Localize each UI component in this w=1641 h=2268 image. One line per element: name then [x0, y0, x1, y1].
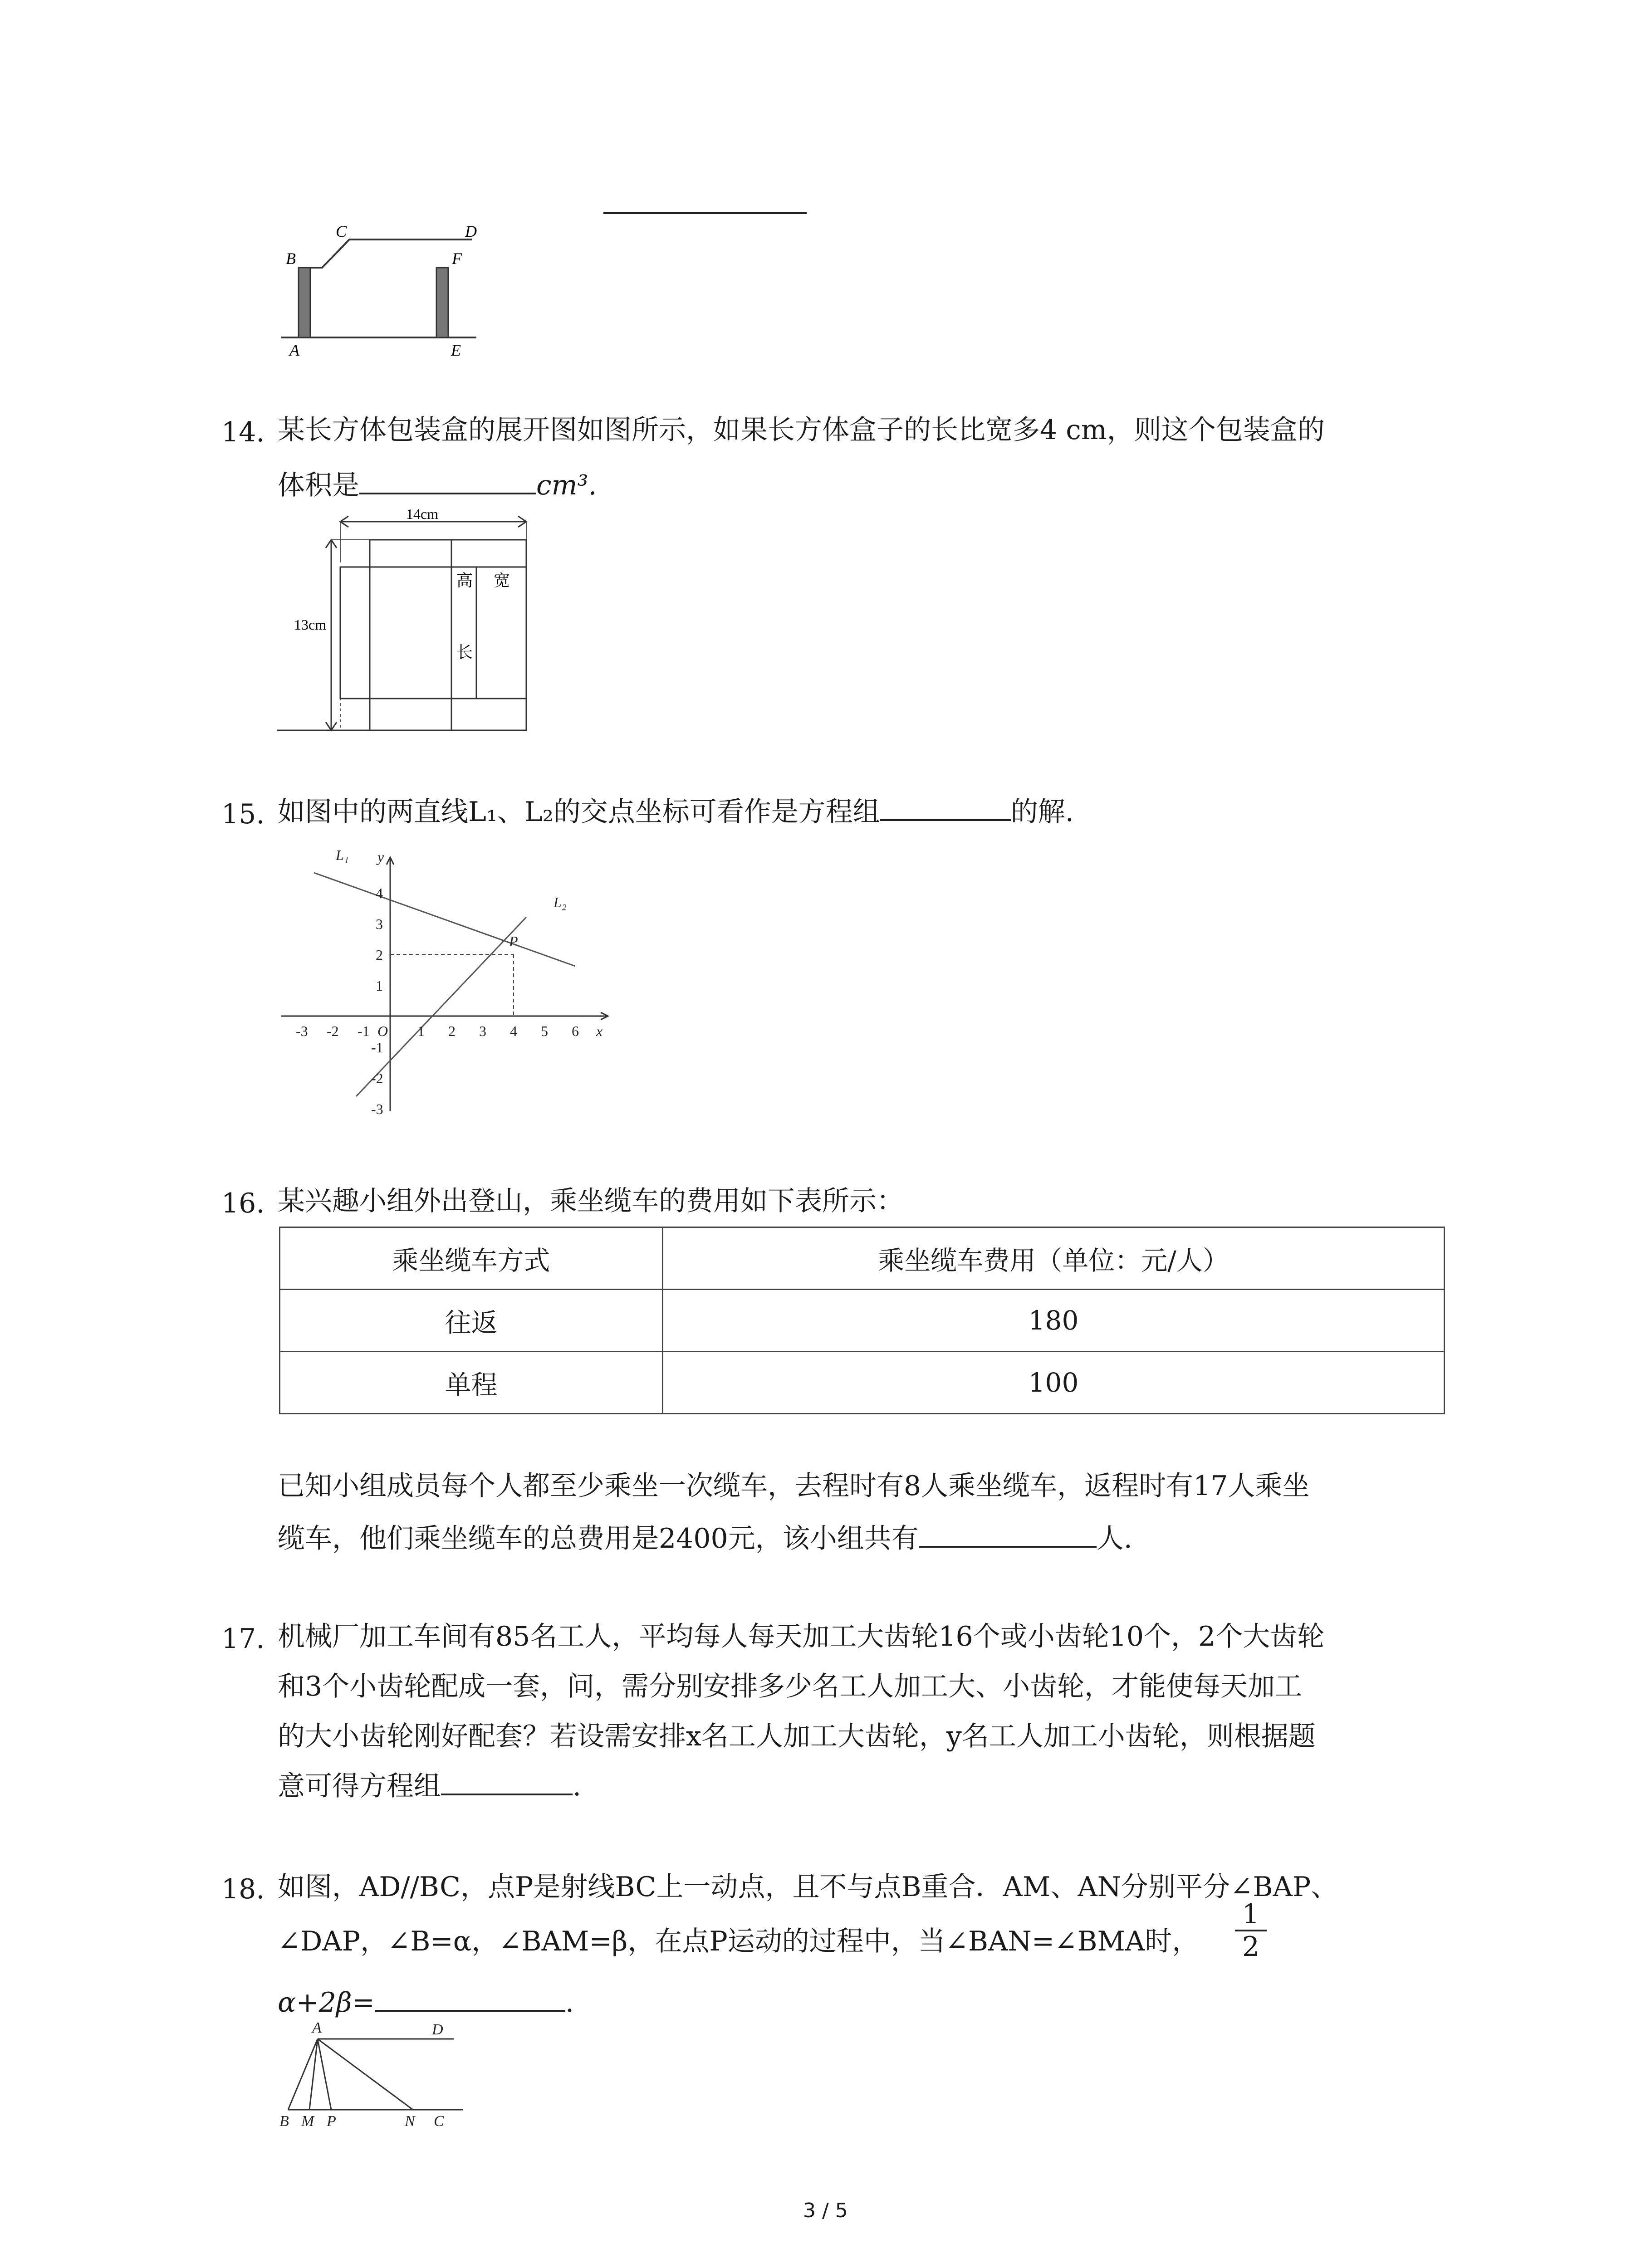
q16-para1: 已知小组成员每个人都至少乘坐一次缆车，去程时有8人乘坐缆车，返程时有17人乘坐: [278, 1470, 1310, 1502]
q13-figure: [272, 213, 508, 363]
q18-label-a: A: [312, 2019, 322, 2036]
q18-number: 18.: [221, 1873, 265, 1905]
q18-frac-denominator: 2: [1242, 1931, 1260, 1963]
q16-intro: 某兴趣小组外出登山，乘坐缆车的费用如下表所示：: [278, 1185, 904, 1217]
q15-y-label: y: [377, 849, 384, 865]
q18-label-d: D: [432, 2021, 443, 2038]
q18-line3-suffix: .: [565, 1987, 574, 2019]
q15-text-suffix: 的解.: [1010, 796, 1074, 828]
table-cell: 180: [663, 1290, 1445, 1352]
q18-label-c: C: [434, 2113, 444, 2130]
q15-point-label: P: [509, 933, 518, 949]
table-header-cell: 乘坐缆车费用（单位：元/人）: [663, 1227, 1445, 1290]
q15-line-l1: [314, 873, 575, 966]
q15-ytick-n3: -3: [371, 1101, 383, 1116]
q13-label-a: A: [289, 341, 299, 359]
q15-l2-label: L₂: [554, 894, 567, 910]
q17-line2: 和3个小齿轮配成一套，问，需分别安排多少名工人加工大、小齿轮，才能使每天加工: [278, 1671, 1303, 1702]
q14-width-label: 14cm: [406, 508, 439, 522]
q15-l1-label: L₁: [336, 847, 349, 863]
q14-chang-label: 长: [456, 643, 473, 661]
q18-line2: ∠DAP，∠B=α，∠BAM=β，在点P运动的过程中，当∠BAN=∠BMA时，: [278, 1926, 1200, 1957]
table-row: [280, 1352, 1445, 1414]
q14-unit: cm³.: [536, 469, 597, 501]
q15-ytick-n1: -1: [371, 1039, 383, 1056]
q13-label-d: D: [465, 222, 477, 240]
q17-line4-suffix: .: [573, 1770, 582, 1802]
q16-para2-text: 缆车，他们乘坐缆车的总费用是2400元，该小组共有: [278, 1523, 919, 1554]
q14-line1: 某长方体包装盒的展开图如图所示，如果长方体盒子的长比宽多4 cm，则这个包装盒的: [278, 414, 1325, 446]
q18-figure: [272, 2016, 481, 2134]
q17-line3: 的大小齿轮刚好配套？若设需安排x名工人加工大齿轮，y名工人加工小齿轮，则根据题: [278, 1721, 1316, 1752]
table-cell: 单程: [280, 1352, 663, 1414]
q18-frac-numerator: 1: [1242, 1898, 1260, 1930]
q15-xtick-3: 3: [479, 1023, 486, 1039]
q13-label-b: B: [286, 249, 296, 268]
q15-xtick-n2: -2: [327, 1023, 339, 1039]
q18-line3-text: α+2β=: [278, 1987, 375, 2019]
q16-number: 16.: [221, 1188, 265, 1219]
q14-gao-label: 高: [456, 572, 473, 590]
table-header-row: [280, 1227, 1445, 1290]
q17-line1: 机械厂加工车间有85名工人，平均每人每天加工大齿轮16个或小齿轮10个，2个大齿轮: [278, 1621, 1325, 1652]
q18-label-b: B: [279, 2113, 289, 2130]
q15-ytick-4: 4: [376, 885, 383, 901]
q17-answer-blank[interactable]: [441, 1789, 573, 1795]
q16-para2: [278, 1525, 1132, 1552]
q15-line: [278, 798, 1074, 826]
q16-answer-blank[interactable]: [919, 1541, 1097, 1548]
q18-line1: 如图，AD//BC，点P是射线BC上一动点，且不与点B重合．AM、AN分别平分∠BAP、: [278, 1871, 1338, 1903]
q13-label-e: E: [451, 341, 461, 359]
q15-xtick-n1: -1: [358, 1023, 370, 1039]
q15-ytick-n2: -2: [371, 1070, 383, 1086]
q15-xtick-5: 5: [541, 1023, 548, 1039]
table-cell: 往返: [280, 1290, 663, 1352]
q14-net-figure: [272, 508, 535, 739]
q16-para2-suffix: 人.: [1096, 1523, 1132, 1554]
q14-answer-blank[interactable]: [359, 488, 536, 494]
q15-answer-blank[interactable]: [880, 815, 1011, 821]
q17-line4: [278, 1770, 582, 1802]
table-header-cell: 乘坐缆车方式: [280, 1227, 663, 1290]
q14-height-label: 13cm: [294, 616, 327, 633]
q17-number: 17.: [221, 1623, 265, 1655]
q15-xtick-6: 6: [572, 1023, 579, 1039]
q18-fraction: [1235, 1899, 1267, 1962]
q15-origin-label: O: [377, 1023, 388, 1039]
q15-xtick-2: 2: [448, 1023, 456, 1039]
q15-text: 如图中的两直线L₁、L₂的交点坐标可看作是方程组: [278, 796, 880, 828]
q13-answer-blank[interactable]: [603, 212, 807, 214]
q18-label-n: N: [405, 2113, 415, 2130]
q14-number: 14.: [221, 416, 265, 448]
q15-x-label: x: [596, 1023, 603, 1039]
q14-line2-prefix: 体积是: [278, 469, 359, 501]
q15-graph: [272, 844, 617, 1116]
q16-fee-table: [279, 1227, 1445, 1414]
q13-label-f: F: [452, 249, 462, 268]
q18-label-m: M: [301, 2113, 314, 2130]
q17-line4-text: 意可得方程组: [278, 1770, 441, 1802]
q15-ytick-1: 1: [376, 978, 383, 994]
q13-label-c: C: [336, 222, 347, 240]
q15-xtick-n3: -3: [296, 1023, 308, 1039]
q18-answer-blank[interactable]: [375, 2005, 565, 2012]
q15-number: 15.: [221, 798, 265, 830]
q18-label-p: P: [327, 2113, 336, 2130]
table-row: [280, 1290, 1445, 1352]
q15-ytick-3: 3: [376, 916, 383, 932]
q14-kuan-label: 宽: [494, 572, 510, 590]
q15-xtick-1: 1: [417, 1023, 425, 1039]
q18-line3: [278, 1987, 574, 2019]
q15-xtick-4: 4: [510, 1023, 517, 1039]
q14-line2: [278, 469, 597, 501]
page-number: 3 / 5: [803, 2199, 848, 2222]
table-cell: 100: [663, 1352, 1445, 1414]
q15-ytick-2: 2: [376, 947, 383, 963]
q15-line-l2: [356, 917, 526, 1096]
